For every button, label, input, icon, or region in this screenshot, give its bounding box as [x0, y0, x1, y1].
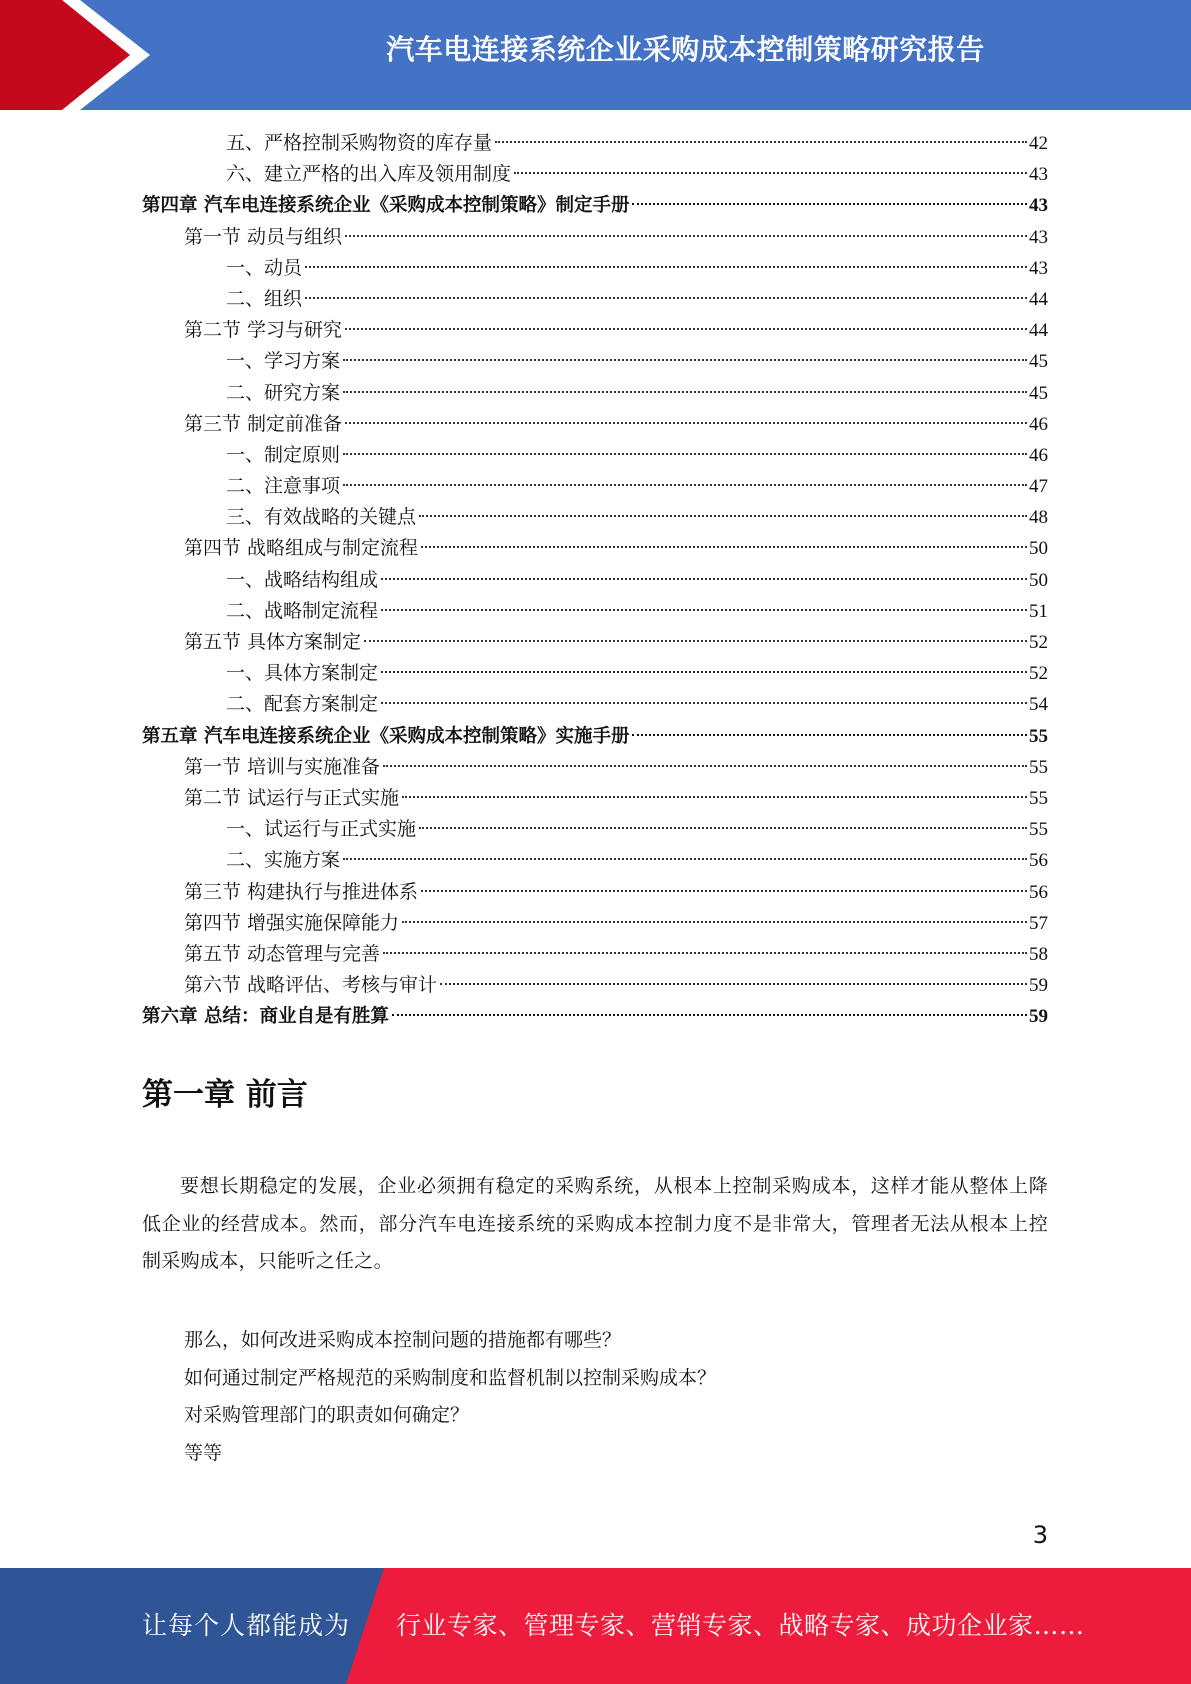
- toc-entry[interactable]: [142, 658, 1048, 689]
- toc-entry-page: 55: [1029, 787, 1048, 809]
- toc-entry[interactable]: [142, 689, 1048, 720]
- report-title: 汽车电连接系统企业采购成本控制策略研究报告: [386, 33, 985, 66]
- toc-dot-leader: [343, 359, 1027, 361]
- toc-entry[interactable]: [142, 596, 1048, 627]
- toc-entry[interactable]: [142, 970, 1048, 1001]
- toc-entry-title: 二、战略制定流程: [226, 599, 379, 622]
- toc-entry-title: 第六章 总结：商业自是有胜算: [142, 1006, 389, 1028]
- toc-entry-page: 58: [1029, 943, 1048, 965]
- toc-entry-title: 第五节 具体方案制定: [184, 631, 362, 653]
- toc-entry-page: 45: [1029, 351, 1048, 373]
- toc-entry-title: 二、配套方案制定: [226, 693, 379, 716]
- toc-entry-page: 42: [1029, 133, 1048, 154]
- toc-entry-page: 55: [1029, 819, 1048, 841]
- toc-dot-leader: [343, 484, 1027, 486]
- toc-dot-leader: [364, 640, 1027, 642]
- toc-dot-leader: [392, 1014, 1027, 1016]
- toc-entry-page: 56: [1029, 850, 1048, 872]
- toc-dot-leader: [381, 702, 1027, 704]
- question-item: 如何通过制定严格规范的采购制度和监督机制以控制采购成本？: [184, 1366, 717, 1389]
- toc-dot-leader: [440, 983, 1027, 985]
- toc-entry-page: 43: [1029, 257, 1048, 279]
- toc-entry-title: 第一节 动员与组织: [184, 225, 343, 248]
- toc-entry-title: 二、实施方案: [226, 849, 341, 872]
- toc-entry-title: 一、战略结构组成: [226, 568, 379, 591]
- toc-entry-page: 55: [1029, 725, 1048, 747]
- toc-entry[interactable]: [142, 222, 1048, 253]
- toc-entry[interactable]: [142, 877, 1048, 908]
- toc-entry[interactable]: [142, 378, 1048, 409]
- toc-entry-title: 第四节 增强实施保障能力: [184, 911, 400, 934]
- toc-entry-title: 二、注意事项: [226, 475, 341, 498]
- toc-dot-leader: [402, 796, 1027, 798]
- toc-entry-page: 46: [1029, 444, 1048, 466]
- toc-entry[interactable]: [142, 159, 1048, 190]
- toc-entry-title: 第二节 学习与研究: [184, 319, 343, 342]
- toc-entry[interactable]: [142, 409, 1048, 440]
- toc-entry-title: 第三节 制定前准备: [184, 412, 343, 435]
- footer-slogan-right: 行业专家、管理专家、营销专家、战略专家、成功企业家……: [396, 1611, 1085, 1640]
- toc-entry-page: 59: [1029, 1006, 1048, 1028]
- toc-dot-leader: [632, 734, 1027, 736]
- toc-entry-title: 六、建立严格的出入库及领用制度: [226, 163, 512, 186]
- toc-entry[interactable]: [142, 845, 1048, 876]
- footer-slogan-left: 让每个人都能成为: [142, 1611, 351, 1640]
- toc-dot-leader: [343, 391, 1027, 393]
- toc-entry-title: 二、组织: [226, 287, 303, 310]
- toc-entry-page: 55: [1029, 756, 1048, 778]
- toc-entry-page: 52: [1029, 632, 1048, 653]
- toc-dot-leader: [381, 671, 1027, 673]
- toc-entry-title: 五、严格控制采购物资的库存量: [226, 132, 493, 154]
- toc-entry-page: 57: [1029, 912, 1048, 934]
- toc-entry[interactable]: [142, 471, 1048, 502]
- toc-entry-page: 52: [1029, 663, 1048, 685]
- toc-entry-title: 一、学习方案: [226, 350, 341, 373]
- toc-dot-leader: [345, 328, 1027, 330]
- toc-entry-title: 一、具体方案制定: [226, 662, 379, 685]
- toc-entry[interactable]: [142, 721, 1048, 752]
- header-chevron-icon: [0, 0, 160, 110]
- toc-entry[interactable]: [142, 783, 1048, 814]
- toc-entry-page: 47: [1029, 476, 1048, 498]
- toc-entry[interactable]: [142, 814, 1048, 845]
- toc-entry[interactable]: [142, 939, 1048, 970]
- toc-dot-leader: [305, 266, 1027, 268]
- table-of-contents: [142, 128, 1048, 1032]
- toc-entry-page: 43: [1029, 195, 1048, 217]
- toc-entry[interactable]: [142, 284, 1048, 315]
- toc-entry-title: 第五章 汽车电连接系统企业《采购成本控制策略》实施手册: [142, 725, 630, 747]
- page-number: 3: [1032, 1521, 1048, 1549]
- toc-entry-page: 43: [1029, 226, 1048, 248]
- question-list: [184, 1322, 716, 1472]
- question-item: 对采购管理部门的职责如何确定？: [184, 1404, 470, 1426]
- toc-entry-title: 第二节 试运行与正式实施: [184, 786, 400, 809]
- toc-entry-page: 46: [1029, 413, 1048, 435]
- toc-entry-page: 43: [1029, 164, 1048, 186]
- toc-entry-page: 50: [1029, 538, 1048, 560]
- question-item: 等等: [184, 1441, 223, 1464]
- toc-entry[interactable]: [142, 533, 1048, 564]
- toc-entry[interactable]: [142, 315, 1048, 346]
- toc-dot-leader: [514, 172, 1027, 174]
- toc-entry[interactable]: [142, 440, 1048, 471]
- toc-entry-page: 59: [1029, 975, 1048, 997]
- toc-entry-title: 二、研究方案: [226, 381, 341, 404]
- toc-dot-leader: [381, 609, 1027, 611]
- toc-entry-title: 第三节 构建执行与推进体系: [184, 880, 419, 903]
- toc-entry[interactable]: [142, 908, 1048, 939]
- toc-entry[interactable]: [142, 1001, 1048, 1032]
- toc-dot-leader: [345, 422, 1027, 424]
- toc-entry-title: 第一节 培训与实施准备: [184, 755, 381, 778]
- toc-entry-title: 一、试运行与正式实施: [226, 818, 417, 841]
- toc-dot-leader: [381, 578, 1027, 580]
- toc-dot-leader: [383, 952, 1027, 954]
- toc-dot-leader: [305, 297, 1027, 299]
- toc-entry-title: 一、制定原则: [226, 443, 341, 466]
- toc-dot-leader: [383, 765, 1027, 767]
- toc-entry[interactable]: [142, 502, 1048, 533]
- toc-entry-title: 一、动员: [226, 256, 303, 279]
- toc-dot-leader: [343, 453, 1027, 455]
- toc-entry-title: 第五节 动态管理与完善: [184, 942, 381, 965]
- toc-entry-page: 54: [1029, 694, 1048, 716]
- question-item: 那么，如何改进采购成本控制问题的措施都有哪些？: [184, 1329, 622, 1351]
- toc-entry-page: 48: [1029, 507, 1048, 529]
- page-footer: [0, 1568, 1191, 1684]
- toc-entry-page: 56: [1029, 881, 1048, 903]
- toc-entry-page: 51: [1029, 600, 1048, 622]
- toc-entry-page: 50: [1029, 569, 1048, 591]
- toc-entry[interactable]: [142, 190, 1048, 221]
- toc-entry[interactable]: [142, 253, 1048, 284]
- toc-entry-title: 第四章 汽车电连接系统企业《采购成本控制策略》制定手册: [142, 195, 630, 217]
- toc-dot-leader: [345, 235, 1027, 237]
- toc-entry-title: 第四节 战略组成与制定流程: [184, 537, 419, 560]
- toc-entry[interactable]: [142, 752, 1048, 783]
- toc-dot-leader: [421, 890, 1027, 892]
- toc-entry-page: 45: [1029, 382, 1048, 404]
- toc-dot-leader: [419, 515, 1027, 517]
- toc-entry[interactable]: [142, 565, 1048, 596]
- toc-dot-leader: [421, 546, 1027, 548]
- toc-entry-title: 第六节 战略评估、考核与审计: [184, 974, 438, 997]
- toc-entry-page: 44: [1029, 288, 1048, 310]
- chapter-heading: 第一章 前言: [142, 1077, 308, 1113]
- page-header: [0, 0, 1191, 110]
- toc-entry-page: 44: [1029, 320, 1048, 342]
- toc-dot-leader: [419, 827, 1027, 829]
- toc-dot-leader: [402, 921, 1027, 923]
- intro-paragraph: 要想长期稳定的发展，企业必须拥有稳定的采购系统，从根本上控制采购成本，这样才能从整体上降低企业的经营成本。然而，部分汽车电连接系统的采购成本控制力度不是非常大，管理者无法从根本上控制采购成本，只能听之任之。: [142, 1175, 1048, 1272]
- toc-entry-title: 三、有效战略的关键点: [226, 506, 417, 529]
- toc-entry[interactable]: [142, 128, 1048, 159]
- toc-entry[interactable]: [142, 346, 1048, 377]
- toc-dot-leader: [495, 141, 1027, 143]
- toc-entry[interactable]: [142, 627, 1048, 658]
- toc-dot-leader: [343, 858, 1027, 860]
- toc-dot-leader: [632, 203, 1027, 205]
